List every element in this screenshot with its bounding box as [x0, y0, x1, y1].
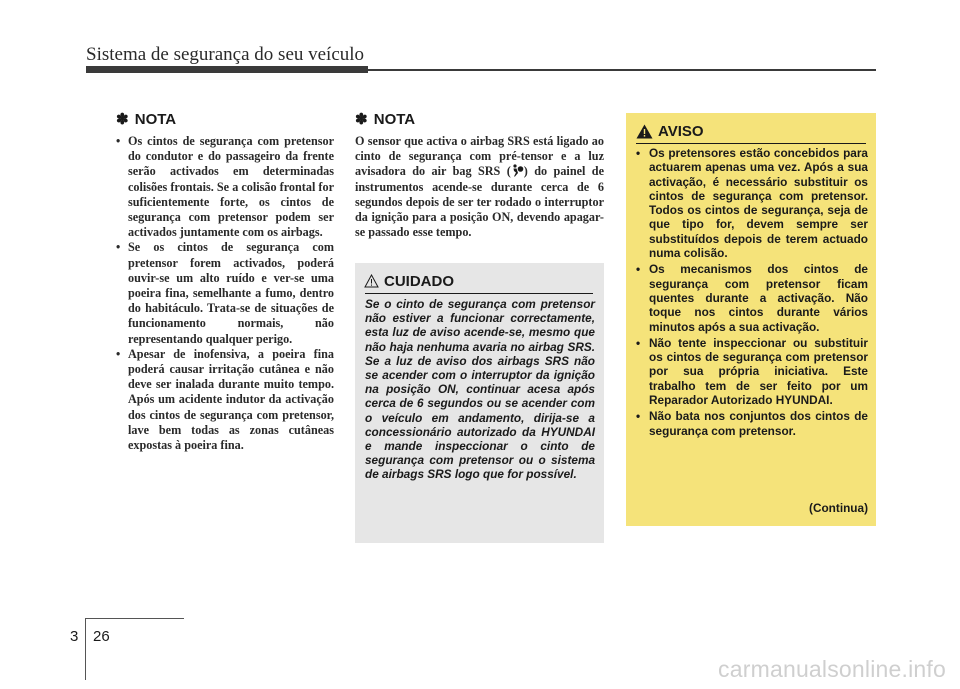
list-item: • Não tente inspeccionar ou substituir os cintos de segurança com pretensor por sua própria iniciativa. Este trabalho tem de ser feito por um Reparador Autorizado HYUNDAI.	[636, 336, 868, 407]
warning-triangle-icon	[636, 124, 653, 139]
list-item: • Apesar de inofensiva, a poeira fina poderá causar irritação cutânea e não deve ser inalada durante muito tempo. Após um acidente indutor da activação dos cintos de segurança com pretensor, lave bem todas as zonas cutâneas expostas à poeira fina.	[116, 347, 334, 453]
continued-label: (Continua)	[809, 501, 868, 515]
warning-list	[636, 146, 868, 440]
chapter-number: 3	[70, 628, 79, 645]
warning-box	[626, 113, 876, 526]
nota-title: NOTA	[373, 111, 416, 128]
page-number: 26	[93, 628, 110, 645]
header-bar	[86, 66, 368, 73]
footer-rule-vertical	[85, 618, 86, 680]
star-icon: ✽	[116, 111, 129, 128]
nota-section-1	[116, 110, 334, 453]
nota-heading-2	[355, 110, 604, 128]
nota-section-2	[355, 110, 604, 240]
caution-divider	[365, 293, 593, 294]
caution-body: Se o cinto de segurança com pretensor não estiver a funcionar correctamente, esta luz de aviso acende-se, mesmo que não haja nenhuma avaria no airbag SRS. Se a luz de aviso dos airbags SRS não se acender com o interruptor da ignição na posição ON, continuar acesa após cerca de 6 segundos ou se acender com o veículo em andamento, dirija-se a concessionário autorizado da HYUNDAI e mande inspeccionar o cinto de segurança com pretensor ou o sistema de airbags SRS logo que for possível.	[365, 297, 595, 482]
warning-title: AVISO	[658, 123, 704, 140]
caution-title: CUIDADO	[384, 273, 454, 290]
airbag-warning-icon	[511, 164, 524, 177]
list-item: • Se os cintos de segurança com pretensor forem activados, poderá ouvir-se um alto ruído e ver-se uma poeira fina, semelhante a fumo, dentro do habitáculo. Trata-se de situações de funcionamento normais, não representando qualquer perigo.	[116, 240, 334, 346]
page-header-title: Sistema de segurança do seu veículo	[86, 44, 365, 65]
nota-heading-1	[116, 110, 334, 128]
warning-divider	[636, 143, 866, 144]
list-item: • Não bata nos conjuntos dos cintos de segurança com pretensor.	[636, 409, 868, 438]
footer-rule-horizontal	[86, 618, 184, 619]
nota-text-part2: ) do painel de instrumentos acende-se durante cerca de 6 segundos depois de ser ter rodado o interruptor da ignição para a posição ON, devendo apagar-se passado esse tempo.	[355, 164, 604, 240]
star-icon: ✽	[355, 111, 368, 128]
nota-body-2	[355, 134, 604, 240]
caution-triangle-icon	[364, 274, 379, 288]
list-item: • Os pretensores estão concebidos para actuarem apenas uma vez. Após a sua activação, é necessário substituir os cintos de segurança com pretensor. Todos os cintos de segurança, seja de que tipo for, devem sempre ser substituídos depois de terem actuado numa colisão.	[636, 146, 868, 260]
list-item: • Os cintos de segurança com pretensor do condutor e do passageiro da frente serão activados em determinadas colisões frontais. Se a colisão frontal for suficientemente forte, os cintos de segurança com pretensor podem ser activados juntamente com os airbags.	[116, 134, 334, 240]
caution-box	[355, 263, 604, 543]
nota-list-1	[116, 134, 334, 453]
nota-title: NOTA	[134, 111, 177, 128]
nota-text-part1: O sensor que activa o airbag SRS está ligado ao cinto de segurança com pré-tensor e a luz avisadora do air bag SRS (	[355, 134, 604, 179]
header-rule	[368, 69, 876, 71]
list-item: • Os mecanismos dos cintos de segurança com pretensor ficam quentes durante a activação. Não toque nos cintos durante vários minutos após a sua activação.	[636, 262, 868, 333]
watermark: carmanualsonline.info	[718, 656, 946, 682]
